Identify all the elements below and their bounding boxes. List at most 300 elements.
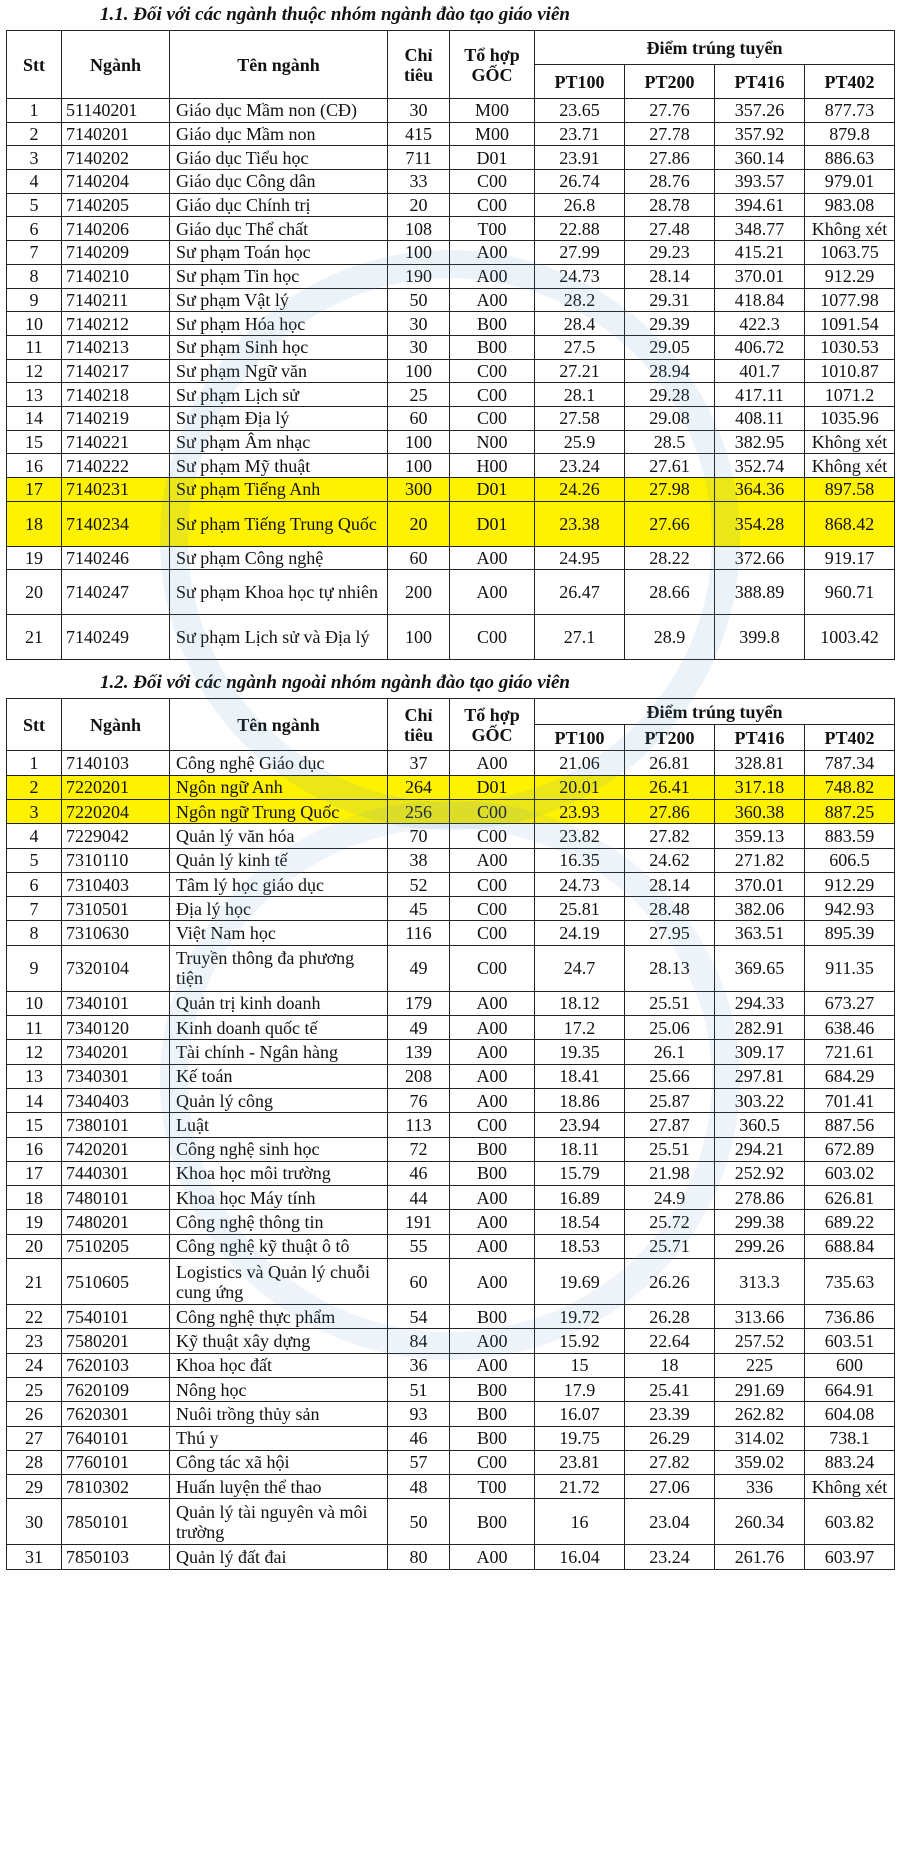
- cell-code: 7140205: [62, 193, 170, 217]
- cell-stt: 17: [7, 1161, 62, 1185]
- cell-pt416: 317.18: [715, 775, 805, 799]
- cell-pt416: 388.89: [715, 570, 805, 615]
- cell-pt402: 960.71: [805, 570, 895, 615]
- cell-quota: 38: [388, 848, 450, 872]
- cell-quota: 46: [388, 1161, 450, 1185]
- cell-combo: A00: [450, 241, 535, 265]
- table-row: [7, 335, 895, 359]
- cell-pt100: 22.88: [535, 217, 625, 241]
- cell-quota: 100: [388, 615, 450, 660]
- header-name: Tên ngành: [170, 699, 388, 751]
- cell-code: 7140221: [62, 430, 170, 454]
- cell-pt200: 26.41: [625, 775, 715, 799]
- cell-pt100: 27.58: [535, 406, 625, 430]
- cell-name: Quản lý kinh tế: [170, 848, 388, 872]
- cell-quota: 49: [388, 945, 450, 991]
- table-row: [7, 1113, 895, 1137]
- cell-pt416: 394.61: [715, 193, 805, 217]
- cell-name: Sư phạm Lịch sử và Địa lý: [170, 615, 388, 660]
- cell-code: 7480201: [62, 1210, 170, 1234]
- cell-stt: 26: [7, 1402, 62, 1426]
- cell-combo: A00: [450, 1040, 535, 1064]
- cell-quota: 52: [388, 872, 450, 896]
- cell-quota: 264: [388, 775, 450, 799]
- table-row: [7, 1377, 895, 1401]
- cell-pt200: 27.76: [625, 99, 715, 123]
- cell-pt416: 299.38: [715, 1210, 805, 1234]
- table-row: [7, 454, 895, 478]
- table-row: [7, 1402, 895, 1426]
- cell-combo: C00: [450, 193, 535, 217]
- cell-stt: 17: [7, 478, 62, 502]
- header-pt100: PT100: [535, 65, 625, 99]
- header-stt: Stt: [7, 699, 62, 751]
- cell-pt100: 18.86: [535, 1088, 625, 1112]
- cell-pt402: 887.25: [805, 799, 895, 823]
- cell-code: 7380101: [62, 1113, 170, 1137]
- table-row: [7, 1137, 895, 1161]
- cell-combo: A00: [450, 1259, 535, 1305]
- cell-name: Sư phạm Âm nhạc: [170, 430, 388, 454]
- cell-pt416: 363.51: [715, 921, 805, 945]
- cell-combo: C00: [450, 1450, 535, 1474]
- cell-combo: B00: [450, 1426, 535, 1450]
- cell-code: 7140204: [62, 170, 170, 194]
- cell-combo: C00: [450, 170, 535, 194]
- cell-pt402: 603.82: [805, 1499, 895, 1545]
- cell-pt416: 370.01: [715, 264, 805, 288]
- table-row: [7, 546, 895, 570]
- cell-stt: 12: [7, 359, 62, 383]
- cell-name: Sư phạm Địa lý: [170, 406, 388, 430]
- cell-pt200: 27.95: [625, 921, 715, 945]
- cell-pt416: 294.33: [715, 991, 805, 1015]
- cell-pt100: 19.72: [535, 1305, 625, 1329]
- cell-pt416: 297.81: [715, 1064, 805, 1088]
- cell-pt402: 787.34: [805, 751, 895, 775]
- cell-combo: A00: [450, 848, 535, 872]
- cell-quota: 50: [388, 288, 450, 312]
- cell-stt: 8: [7, 264, 62, 288]
- cell-name: Sư phạm Mỹ thuật: [170, 454, 388, 478]
- cell-pt100: 27.5: [535, 335, 625, 359]
- cell-pt402: 879.8: [805, 122, 895, 146]
- cell-stt: 13: [7, 383, 62, 407]
- cell-stt: 10: [7, 312, 62, 336]
- cell-pt200: 29.28: [625, 383, 715, 407]
- cell-name: Giáo dục Công dân: [170, 170, 388, 194]
- cell-pt100: 27.21: [535, 359, 625, 383]
- cell-quota: 208: [388, 1064, 450, 1088]
- table-row: [7, 799, 895, 823]
- cell-pt402: 883.59: [805, 824, 895, 848]
- cell-code: 7310110: [62, 848, 170, 872]
- cell-combo: A00: [450, 264, 535, 288]
- cell-pt402: 1091.54: [805, 312, 895, 336]
- cell-code: 7620103: [62, 1353, 170, 1377]
- table-row: [7, 1186, 895, 1210]
- cell-pt416: 401.7: [715, 359, 805, 383]
- cell-stt: 14: [7, 1088, 62, 1112]
- cell-code: 7140103: [62, 751, 170, 775]
- cell-pt100: 21.72: [535, 1475, 625, 1499]
- cell-stt: 5: [7, 193, 62, 217]
- cell-pt402: 701.41: [805, 1088, 895, 1112]
- cell-name: Công nghệ thực phẩm: [170, 1305, 388, 1329]
- table-row: [7, 1353, 895, 1377]
- cell-stt: 25: [7, 1377, 62, 1401]
- cell-code: 7140210: [62, 264, 170, 288]
- cell-pt416: 257.52: [715, 1329, 805, 1353]
- table-row: [7, 1426, 895, 1450]
- table-row: [7, 1305, 895, 1329]
- table-row: [7, 775, 895, 799]
- cell-name: Sư phạm Lịch sử: [170, 383, 388, 407]
- cell-pt416: 261.76: [715, 1545, 805, 1569]
- table-row: [7, 1161, 895, 1185]
- cell-pt402: 912.29: [805, 264, 895, 288]
- cell-combo: A00: [450, 1016, 535, 1040]
- cell-stt: 21: [7, 615, 62, 660]
- cell-code: 7440301: [62, 1161, 170, 1185]
- header-combo: Tổ hợp GỐC: [450, 699, 535, 751]
- cell-name: Giáo dục Mầm non: [170, 122, 388, 146]
- cell-pt200: 23.39: [625, 1402, 715, 1426]
- cell-stt: 13: [7, 1064, 62, 1088]
- cell-pt200: 27.78: [625, 122, 715, 146]
- cell-quota: 57: [388, 1450, 450, 1474]
- cell-combo: A00: [450, 751, 535, 775]
- table-row: [7, 1064, 895, 1088]
- cell-stt: 21: [7, 1259, 62, 1305]
- cell-pt200: 28.22: [625, 546, 715, 570]
- cell-pt402: 1035.96: [805, 406, 895, 430]
- cell-combo: A00: [450, 1064, 535, 1088]
- cell-combo: A00: [450, 1186, 535, 1210]
- cell-pt200: 25.71: [625, 1234, 715, 1258]
- cell-name: Quản lý tài nguyên và môi trường: [170, 1499, 388, 1545]
- cell-pt200: 26.1: [625, 1040, 715, 1064]
- cell-code: 7220201: [62, 775, 170, 799]
- table-row: [7, 288, 895, 312]
- cell-name: Ngôn ngữ Trung Quốc: [170, 799, 388, 823]
- header-pt416: PT416: [715, 725, 805, 751]
- cell-pt200: 27.98: [625, 478, 715, 502]
- cell-pt416: 352.74: [715, 454, 805, 478]
- cell-pt402: 603.51: [805, 1329, 895, 1353]
- cell-pt402: 673.27: [805, 991, 895, 1015]
- cell-stt: 18: [7, 501, 62, 546]
- cell-pt100: 24.26: [535, 478, 625, 502]
- cell-combo: D01: [450, 478, 535, 502]
- cell-combo: B00: [450, 1137, 535, 1161]
- cell-pt100: 24.19: [535, 921, 625, 945]
- cell-code: 7310501: [62, 897, 170, 921]
- cell-pt416: 359.02: [715, 1450, 805, 1474]
- cell-combo: C00: [450, 921, 535, 945]
- cell-name: Sư phạm Công nghệ: [170, 546, 388, 570]
- cell-pt200: 28.66: [625, 570, 715, 615]
- cell-name: Sư phạm Sinh học: [170, 335, 388, 359]
- cell-stt: 11: [7, 1016, 62, 1040]
- table-row: [7, 1088, 895, 1112]
- cell-code: 7140217: [62, 359, 170, 383]
- cell-pt416: 314.02: [715, 1426, 805, 1450]
- cell-pt200: 25.66: [625, 1064, 715, 1088]
- cell-pt100: 17.9: [535, 1377, 625, 1401]
- header-pt100: PT100: [535, 725, 625, 751]
- table-row: [7, 945, 895, 991]
- cell-quota: 55: [388, 1234, 450, 1258]
- cell-code: 7510605: [62, 1259, 170, 1305]
- cell-pt200: 29.23: [625, 241, 715, 265]
- cell-code: 7640101: [62, 1426, 170, 1450]
- cell-name: Giáo dục Chính trị: [170, 193, 388, 217]
- cell-quota: 93: [388, 1402, 450, 1426]
- cell-quota: 51: [388, 1377, 450, 1401]
- cell-pt100: 27.99: [535, 241, 625, 265]
- cell-code: 7620109: [62, 1377, 170, 1401]
- cell-pt402: 1077.98: [805, 288, 895, 312]
- cell-pt200: 26.28: [625, 1305, 715, 1329]
- cell-name: Sư phạm Tin học: [170, 264, 388, 288]
- cell-pt100: 23.65: [535, 99, 625, 123]
- cell-combo: C00: [450, 615, 535, 660]
- cell-pt200: 27.86: [625, 799, 715, 823]
- cell-pt416: 225: [715, 1353, 805, 1377]
- table-row: [7, 241, 895, 265]
- cell-pt416: 360.38: [715, 799, 805, 823]
- cell-code: 7140246: [62, 546, 170, 570]
- cell-stt: 16: [7, 1137, 62, 1161]
- cell-name: Địa lý học: [170, 897, 388, 921]
- cell-pt200: 26.29: [625, 1426, 715, 1450]
- cell-quota: 46: [388, 1426, 450, 1450]
- cell-quota: 100: [388, 359, 450, 383]
- cell-quota: 37: [388, 751, 450, 775]
- cell-pt200: 27.66: [625, 501, 715, 546]
- cell-stt: 31: [7, 1545, 62, 1569]
- cell-combo: T00: [450, 1475, 535, 1499]
- cell-combo: C00: [450, 872, 535, 896]
- cell-name: Việt Nam học: [170, 921, 388, 945]
- cell-pt100: 16.04: [535, 1545, 625, 1569]
- cell-name: Sư phạm Vật lý: [170, 288, 388, 312]
- cell-combo: B00: [450, 1305, 535, 1329]
- cell-combo: B00: [450, 1161, 535, 1185]
- cell-pt402: 911.35: [805, 945, 895, 991]
- cell-stt: 27: [7, 1426, 62, 1450]
- cell-pt200: 29.39: [625, 312, 715, 336]
- cell-stt: 5: [7, 848, 62, 872]
- cell-quota: 49: [388, 1016, 450, 1040]
- cell-code: 7140206: [62, 217, 170, 241]
- cell-name: Khoa học môi trường: [170, 1161, 388, 1185]
- cell-pt200: 27.61: [625, 454, 715, 478]
- cell-pt416: 359.13: [715, 824, 805, 848]
- cell-pt416: 382.06: [715, 897, 805, 921]
- header-pt402: PT402: [805, 65, 895, 99]
- cell-quota: 200: [388, 570, 450, 615]
- cell-name: Công nghệ Giáo dục: [170, 751, 388, 775]
- cell-code: 7140213: [62, 335, 170, 359]
- cell-pt402: 603.97: [805, 1545, 895, 1569]
- cell-pt416: 415.21: [715, 241, 805, 265]
- cell-name: Thú y: [170, 1426, 388, 1450]
- cell-pt100: 23.82: [535, 824, 625, 848]
- cell-pt416: 291.69: [715, 1377, 805, 1401]
- cell-quota: 30: [388, 335, 450, 359]
- cell-quota: 100: [388, 430, 450, 454]
- cell-stt: 9: [7, 945, 62, 991]
- table-row: [7, 1016, 895, 1040]
- cell-pt402: 979.01: [805, 170, 895, 194]
- cell-name: Công nghệ kỹ thuật ô tô: [170, 1234, 388, 1258]
- cell-stt: 20: [7, 1234, 62, 1258]
- cell-pt100: 18.53: [535, 1234, 625, 1258]
- cell-quota: 33: [388, 170, 450, 194]
- cell-pt200: 28.94: [625, 359, 715, 383]
- cell-pt100: 23.24: [535, 454, 625, 478]
- cell-stt: 24: [7, 1353, 62, 1377]
- cell-name: Quản lý đất đai: [170, 1545, 388, 1569]
- cell-code: 7140218: [62, 383, 170, 407]
- cell-quota: 300: [388, 478, 450, 502]
- cell-pt402: 721.61: [805, 1040, 895, 1064]
- header-pt416: PT416: [715, 65, 805, 99]
- cell-combo: B00: [450, 312, 535, 336]
- cell-name: Tài chính - Ngân hàng: [170, 1040, 388, 1064]
- cell-pt100: 25.9: [535, 430, 625, 454]
- cell-quota: 20: [388, 501, 450, 546]
- table-row: [7, 430, 895, 454]
- cell-code: 7140222: [62, 454, 170, 478]
- cell-quota: 25: [388, 383, 450, 407]
- cell-pt200: 25.41: [625, 1377, 715, 1401]
- cell-pt200: 24.9: [625, 1186, 715, 1210]
- cell-quota: 76: [388, 1088, 450, 1112]
- cell-combo: A00: [450, 1234, 535, 1258]
- cell-pt200: 27.82: [625, 824, 715, 848]
- cell-pt402: 688.84: [805, 1234, 895, 1258]
- cell-stt: 20: [7, 570, 62, 615]
- cell-stt: 14: [7, 406, 62, 430]
- cell-combo: C00: [450, 383, 535, 407]
- cell-quota: 116: [388, 921, 450, 945]
- cell-pt402: 606.5: [805, 848, 895, 872]
- cell-pt416: 271.82: [715, 848, 805, 872]
- cell-pt100: 24.7: [535, 945, 625, 991]
- cell-pt402: 868.42: [805, 501, 895, 546]
- cell-name: Công nghệ thông tin: [170, 1210, 388, 1234]
- cell-quota: 190: [388, 264, 450, 288]
- cell-code: 7220204: [62, 799, 170, 823]
- cell-code: 7580201: [62, 1329, 170, 1353]
- header-name: Tên ngành: [170, 31, 388, 99]
- table-row: [7, 1210, 895, 1234]
- cell-combo: C00: [450, 406, 535, 430]
- cell-pt200: 27.86: [625, 146, 715, 170]
- cell-combo: D01: [450, 146, 535, 170]
- cell-combo: C00: [450, 945, 535, 991]
- cell-name: Sư phạm Hóa học: [170, 312, 388, 336]
- cell-pt200: 27.06: [625, 1475, 715, 1499]
- table-row: [7, 193, 895, 217]
- cell-quota: 30: [388, 99, 450, 123]
- cell-pt402: 735.63: [805, 1259, 895, 1305]
- cell-pt416: 393.57: [715, 170, 805, 194]
- cell-quota: 108: [388, 217, 450, 241]
- cell-pt416: 408.11: [715, 406, 805, 430]
- cell-name: Kinh doanh quốc tế: [170, 1016, 388, 1040]
- cell-combo: T00: [450, 217, 535, 241]
- cell-pt416: 262.82: [715, 1402, 805, 1426]
- cell-combo: A00: [450, 1329, 535, 1353]
- cell-pt402: 736.86: [805, 1305, 895, 1329]
- header-score-group: Điểm trúng tuyển: [535, 699, 895, 725]
- cell-pt416: 313.66: [715, 1305, 805, 1329]
- cell-pt416: 370.01: [715, 872, 805, 896]
- cell-stt: 11: [7, 335, 62, 359]
- cell-pt100: 16: [535, 1499, 625, 1545]
- cell-pt100: 28.1: [535, 383, 625, 407]
- cell-stt: 6: [7, 872, 62, 896]
- cell-pt100: 26.47: [535, 570, 625, 615]
- cell-name: Công nghệ sinh học: [170, 1137, 388, 1161]
- cell-pt100: 24.73: [535, 872, 625, 896]
- table-row: [7, 501, 895, 546]
- cell-stt: 9: [7, 288, 62, 312]
- cell-combo: A00: [450, 991, 535, 1015]
- table-row: [7, 478, 895, 502]
- cell-combo: C00: [450, 1113, 535, 1137]
- cell-name: Quản trị kinh doanh: [170, 991, 388, 1015]
- table-row: [7, 312, 895, 336]
- cell-pt100: 27.1: [535, 615, 625, 660]
- admission-table-teacher: [6, 30, 895, 660]
- cell-pt200: 27.87: [625, 1113, 715, 1137]
- cell-code: 7850101: [62, 1499, 170, 1545]
- cell-combo: M00: [450, 122, 535, 146]
- cell-code: 7340403: [62, 1088, 170, 1112]
- cell-quota: 256: [388, 799, 450, 823]
- cell-pt416: 369.65: [715, 945, 805, 991]
- cell-stt: 2: [7, 775, 62, 799]
- cell-pt402: 603.02: [805, 1161, 895, 1185]
- cell-combo: C00: [450, 897, 535, 921]
- section-1-title: 1.1. Đối với các ngành thuộc nhóm ngành đào tạo giáo viên: [100, 4, 570, 25]
- header-stt: Stt: [7, 31, 62, 99]
- table-row: [7, 217, 895, 241]
- header-code: Ngành: [62, 31, 170, 99]
- cell-pt402: 684.29: [805, 1064, 895, 1088]
- cell-pt100: 23.71: [535, 122, 625, 146]
- cell-pt416: 360.14: [715, 146, 805, 170]
- cell-name: Tâm lý học giáo dục: [170, 872, 388, 896]
- cell-pt200: 28.13: [625, 945, 715, 991]
- cell-stt: 12: [7, 1040, 62, 1064]
- cell-pt100: 16.89: [535, 1186, 625, 1210]
- cell-pt402: Không xét: [805, 454, 895, 478]
- table-row: [7, 383, 895, 407]
- cell-pt402: 664.91: [805, 1377, 895, 1401]
- cell-code: 7140212: [62, 312, 170, 336]
- cell-stt: 7: [7, 241, 62, 265]
- cell-combo: D01: [450, 501, 535, 546]
- header-pt402: PT402: [805, 725, 895, 751]
- cell-quota: 70: [388, 824, 450, 848]
- cell-pt200: 28.76: [625, 170, 715, 194]
